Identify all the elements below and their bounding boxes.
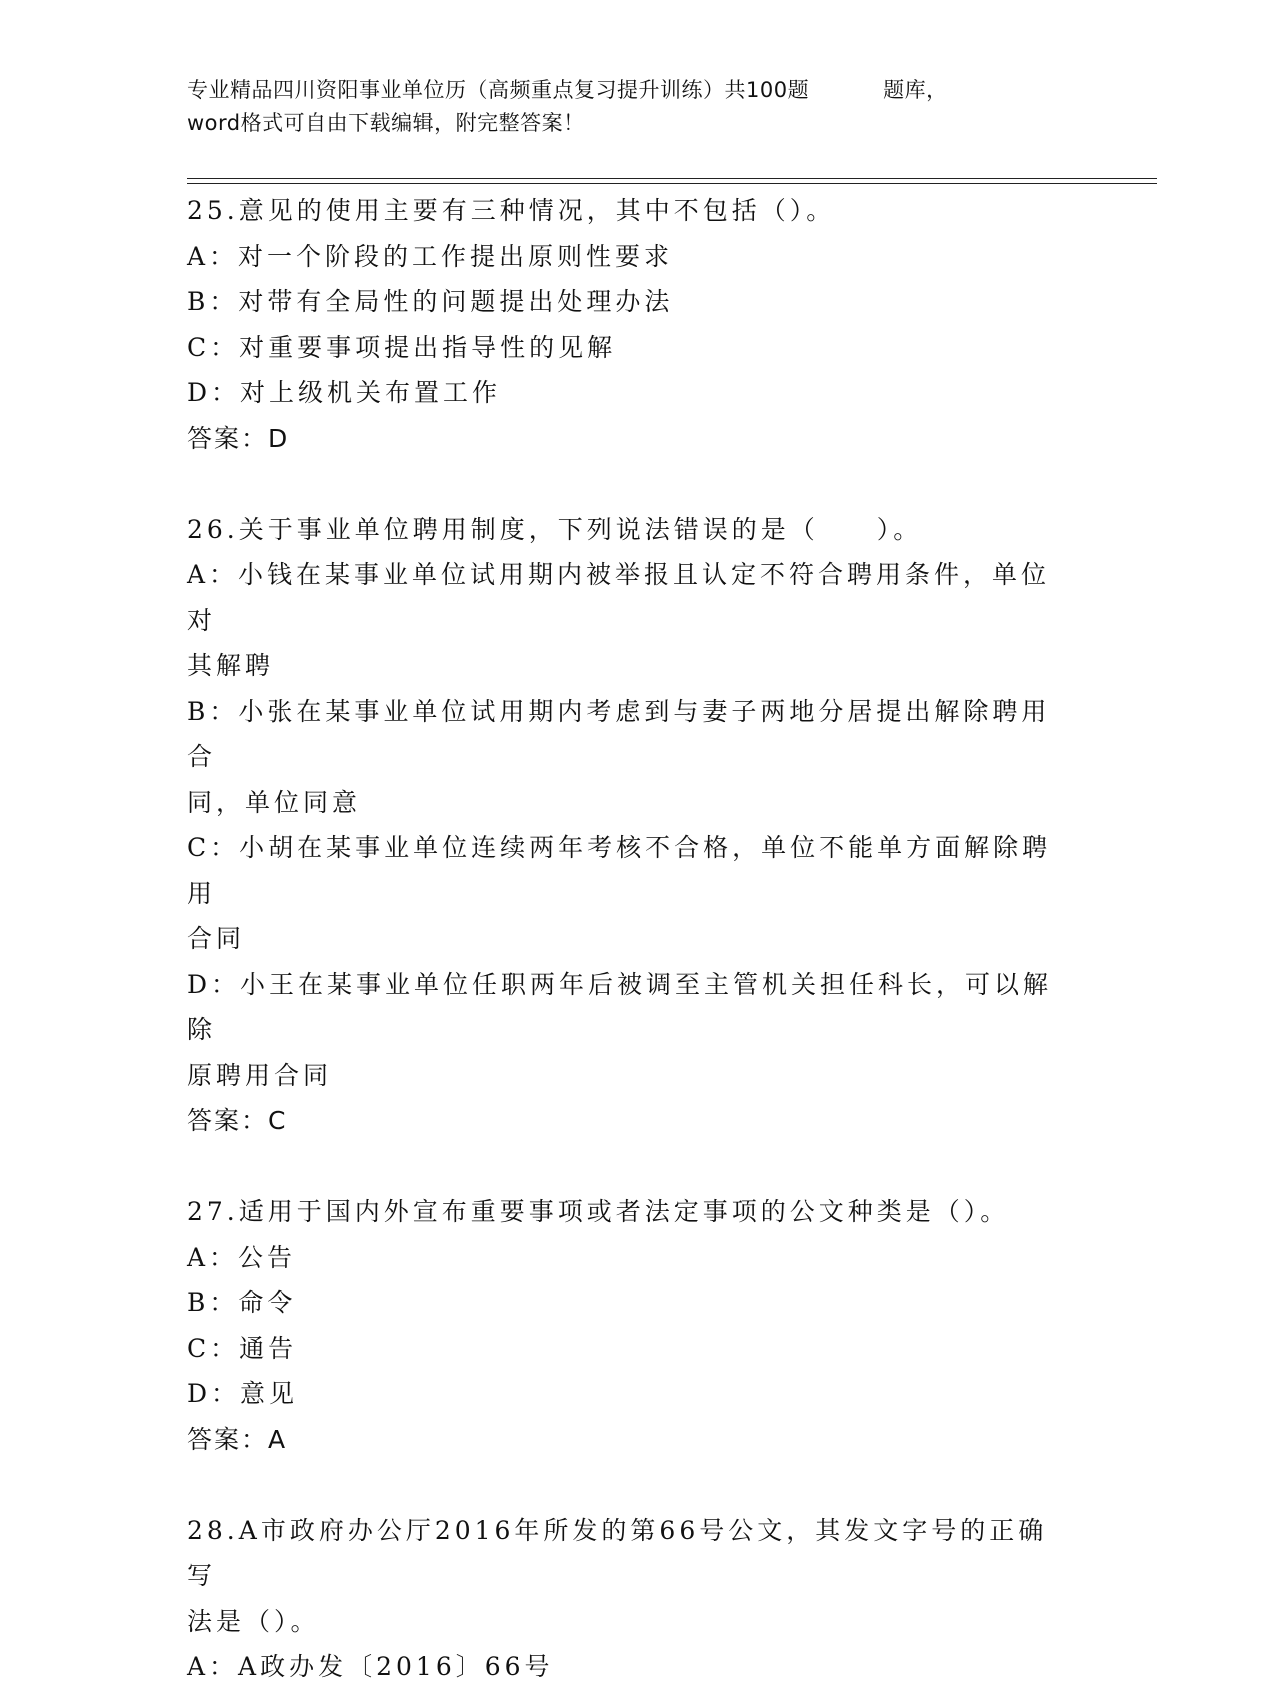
question-item: [187, 188, 1067, 461]
header-title: 专业精品四川资阳事业单位历（高频重点复习提升训练）共100题: [187, 78, 810, 102]
question-stem: 法是（）。: [187, 1606, 320, 1636]
answer-option: B：小张在某事业单位试用期内考虑到与妻子两地分居提出解除聘用合: [187, 696, 1051, 771]
answer-option: C：小胡在某事业单位连续两年考核不合格，单位不能单方面解除聘用: [187, 833, 1052, 908]
question-item: [187, 507, 1067, 1144]
header-rule-top: [187, 178, 1157, 179]
answer-option: A：对一个阶段的工作提出原则性要求: [187, 241, 674, 271]
answer-option: A：公告: [187, 1242, 297, 1272]
answer-key: 答案：C: [187, 1106, 288, 1135]
question-item: [187, 1508, 1067, 1690]
answer-option: C：对重要事项提出指导性的见解: [187, 332, 617, 362]
question-stem: 25.意见的使用主要有三种情况，其中不包括（）。: [187, 196, 836, 225]
answer-option: 其解聘: [187, 651, 275, 680]
answer-option: 合同: [187, 924, 246, 953]
question-stem: 28.A市政府办公厅2016年所发的第66号公文，其发文字号的正确写: [187, 1515, 1048, 1590]
answer-option: D：对上级机关布置工作: [187, 378, 502, 407]
document-header: [187, 74, 1047, 140]
answer-option: B：对带有全局性的问题提出处理办法: [187, 287, 674, 316]
header-line-2: word格式可自由下载编辑，附完整答案！: [187, 111, 585, 135]
answer-option: D：小王在某事业单位任职两年后被调至主管机关担任科长，可以解除: [187, 969, 1053, 1044]
header-rule-bottom: [187, 183, 1157, 184]
question-item: [187, 1189, 1067, 1462]
answer-option: 原聘用合同: [187, 1060, 333, 1090]
question-list: [187, 188, 1067, 1690]
header-suffix: 题库，: [883, 78, 948, 102]
question-stem: 26.关于事业单位聘用制度，下列说法错误的是（ ）。: [187, 514, 923, 544]
answer-key: 答案：A: [187, 1424, 288, 1454]
header-line-1: [187, 74, 1047, 107]
answer-option: 同，单位同意: [187, 787, 362, 817]
answer-option: A：A政办发〔2016〕66号: [187, 1652, 554, 1681]
answer-option: A：小钱在某事业单位试用期内被举报且认定不符合聘用条件，单位对: [187, 560, 1051, 635]
answer-option: B：命令: [187, 1288, 297, 1317]
answer-option: C：通告: [187, 1333, 298, 1363]
question-stem: 27.适用于国内外宣布重要事项或者法定事项的公文种类是（）。: [187, 1197, 1010, 1226]
answer-option: D：意见: [187, 1379, 299, 1408]
answer-key: 答案：D: [187, 423, 290, 453]
